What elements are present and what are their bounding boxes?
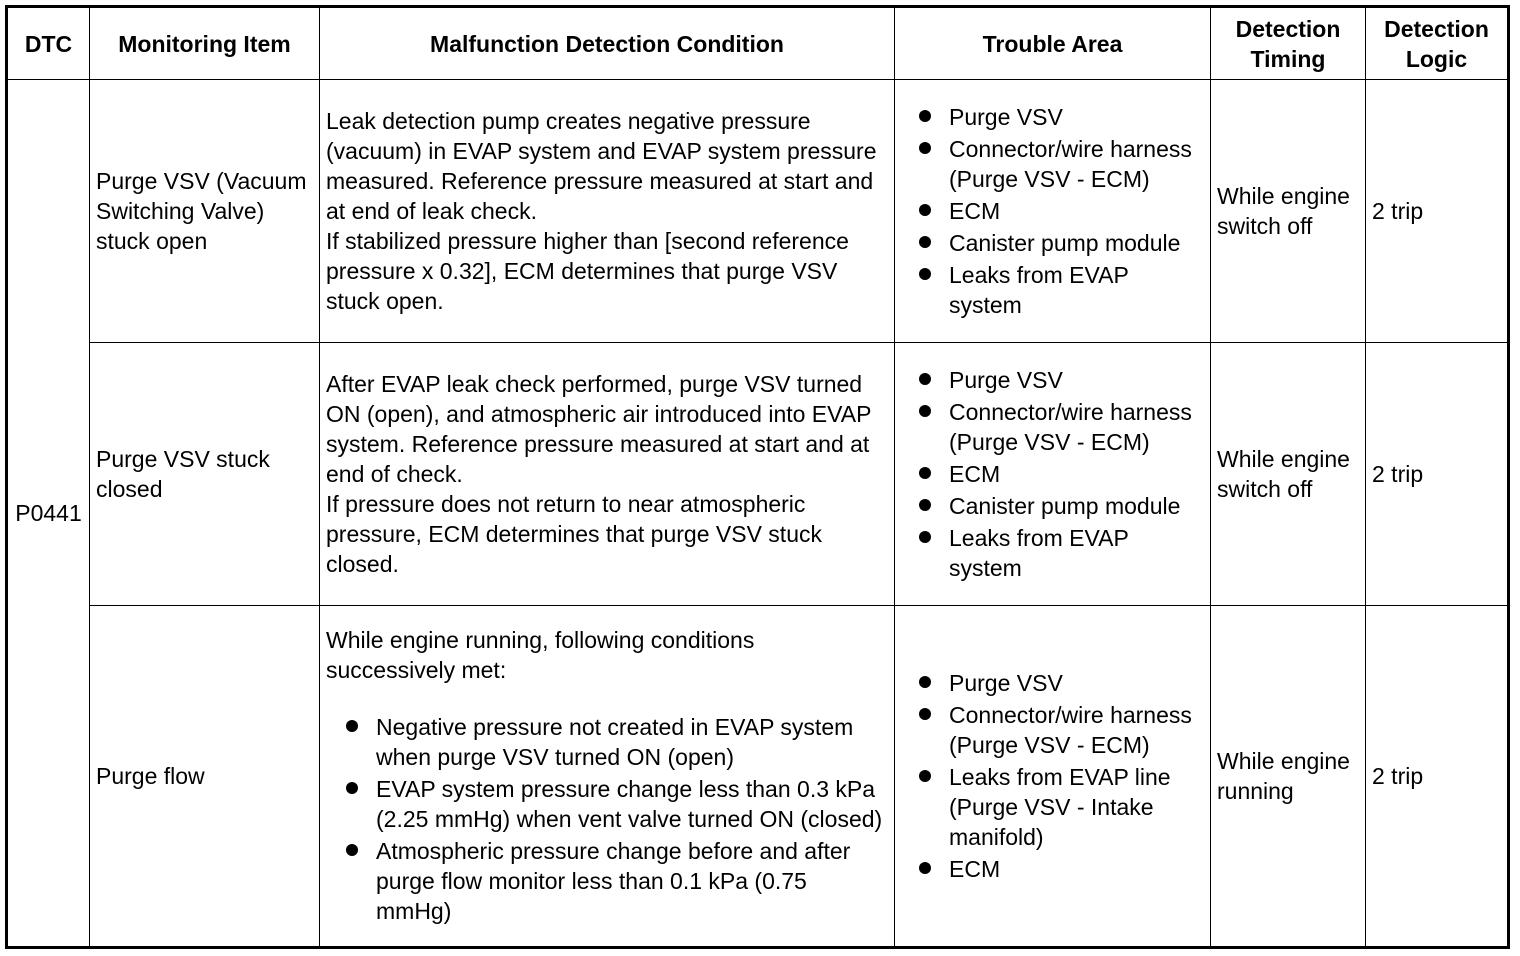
table-row [7, 343, 1509, 606]
header-logic-line1: Detection [1384, 15, 1489, 42]
list-item: Atmospheric pressure change before and after purge flow monitor less than 0.1 kPa (0.75 mmHg) [326, 835, 888, 927]
list-item: ECM [901, 458, 1204, 490]
header-detection-timing [1211, 7, 1366, 80]
list-item: Connector/wire harness (Purge VSV - ECM) [901, 699, 1204, 761]
list-item: Leaks from EVAP system [901, 259, 1204, 321]
dtc-table [5, 5, 1510, 949]
header-condition: Malfunction Detection Condition [320, 7, 895, 80]
trouble-area-list [901, 364, 1204, 584]
monitoring-item: Purge flow [90, 606, 320, 948]
list-item: Leaks from EVAP line (Purge VSV - Intake manifold) [901, 761, 1204, 853]
header-timing-line2: Timing [1250, 45, 1326, 72]
condition-list [326, 711, 888, 927]
trouble-area [895, 80, 1211, 343]
table-row [7, 606, 1509, 948]
list-item: Leaks from EVAP system [901, 522, 1204, 584]
header-detection-logic [1366, 7, 1509, 80]
header-trouble-area: Trouble Area [895, 7, 1211, 80]
detection-condition [320, 80, 895, 343]
condition-paragraph: Leak detection pump creates negative pressure (vacuum) in EVAP system and EVAP system pressure measured. Reference pressure measured at start and at end of leak check. [326, 108, 877, 224]
detection-timing: While engine switch off [1211, 343, 1366, 606]
detection-timing: While engine switch off [1211, 80, 1366, 343]
detection-condition [320, 343, 895, 606]
condition-paragraph: If stabilized pressure higher than [second reference pressure x 0.32], ECM determines that purge VSV stuck open. [326, 228, 849, 314]
list-item: Canister pump module [901, 227, 1204, 259]
trouble-area-list [901, 667, 1204, 885]
list-item: Canister pump module [901, 490, 1204, 522]
condition-paragraph: If pressure does not return to near atmospheric pressure, ECM determines that purge VSV stuck closed. [326, 491, 822, 577]
trouble-area [895, 606, 1211, 948]
dtc-code: P0441 [7, 80, 90, 948]
list-item: Purge VSV [901, 364, 1204, 396]
header-dtc: DTC [7, 7, 90, 80]
list-item: Purge VSV [901, 101, 1204, 133]
header-logic-line2: Logic [1405, 45, 1468, 72]
detection-logic: 2 trip [1366, 80, 1509, 343]
detection-logic: 2 trip [1366, 606, 1509, 948]
header-row [7, 7, 1509, 80]
detection-logic: 2 trip [1366, 343, 1509, 606]
header-monitoring-item: Monitoring Item [90, 7, 320, 80]
list-item: Connector/wire harness (Purge VSV - ECM) [901, 133, 1204, 195]
condition-intro: While engine running, following conditions successively met: [326, 627, 755, 683]
monitoring-item: Purge VSV stuck closed [90, 343, 320, 606]
trouble-area-list [901, 101, 1204, 321]
detection-timing: While engine running [1211, 606, 1366, 948]
trouble-area [895, 343, 1211, 606]
condition-paragraph: After EVAP leak check performed, purge VSV turned ON (open), and atmospheric air introduced into EVAP system. Reference pressure measured at start and at end of check. [326, 371, 872, 487]
list-item: Negative pressure not created in EVAP system when purge VSV turned ON (open) [326, 711, 888, 773]
list-item: ECM [901, 195, 1204, 227]
list-item: Connector/wire harness (Purge VSV - ECM) [901, 396, 1204, 458]
detection-condition [320, 606, 895, 948]
list-item: EVAP system pressure change less than 0.3 kPa (2.25 mmHg) when vent valve turned ON (closed) [326, 773, 888, 835]
monitoring-item: Purge VSV (Vacuum Switching Valve) stuck open [90, 80, 320, 343]
header-timing-line1: Detection [1235, 15, 1341, 42]
list-item: ECM [901, 853, 1204, 885]
table-row [7, 80, 1509, 343]
list-item: Purge VSV [901, 667, 1204, 699]
